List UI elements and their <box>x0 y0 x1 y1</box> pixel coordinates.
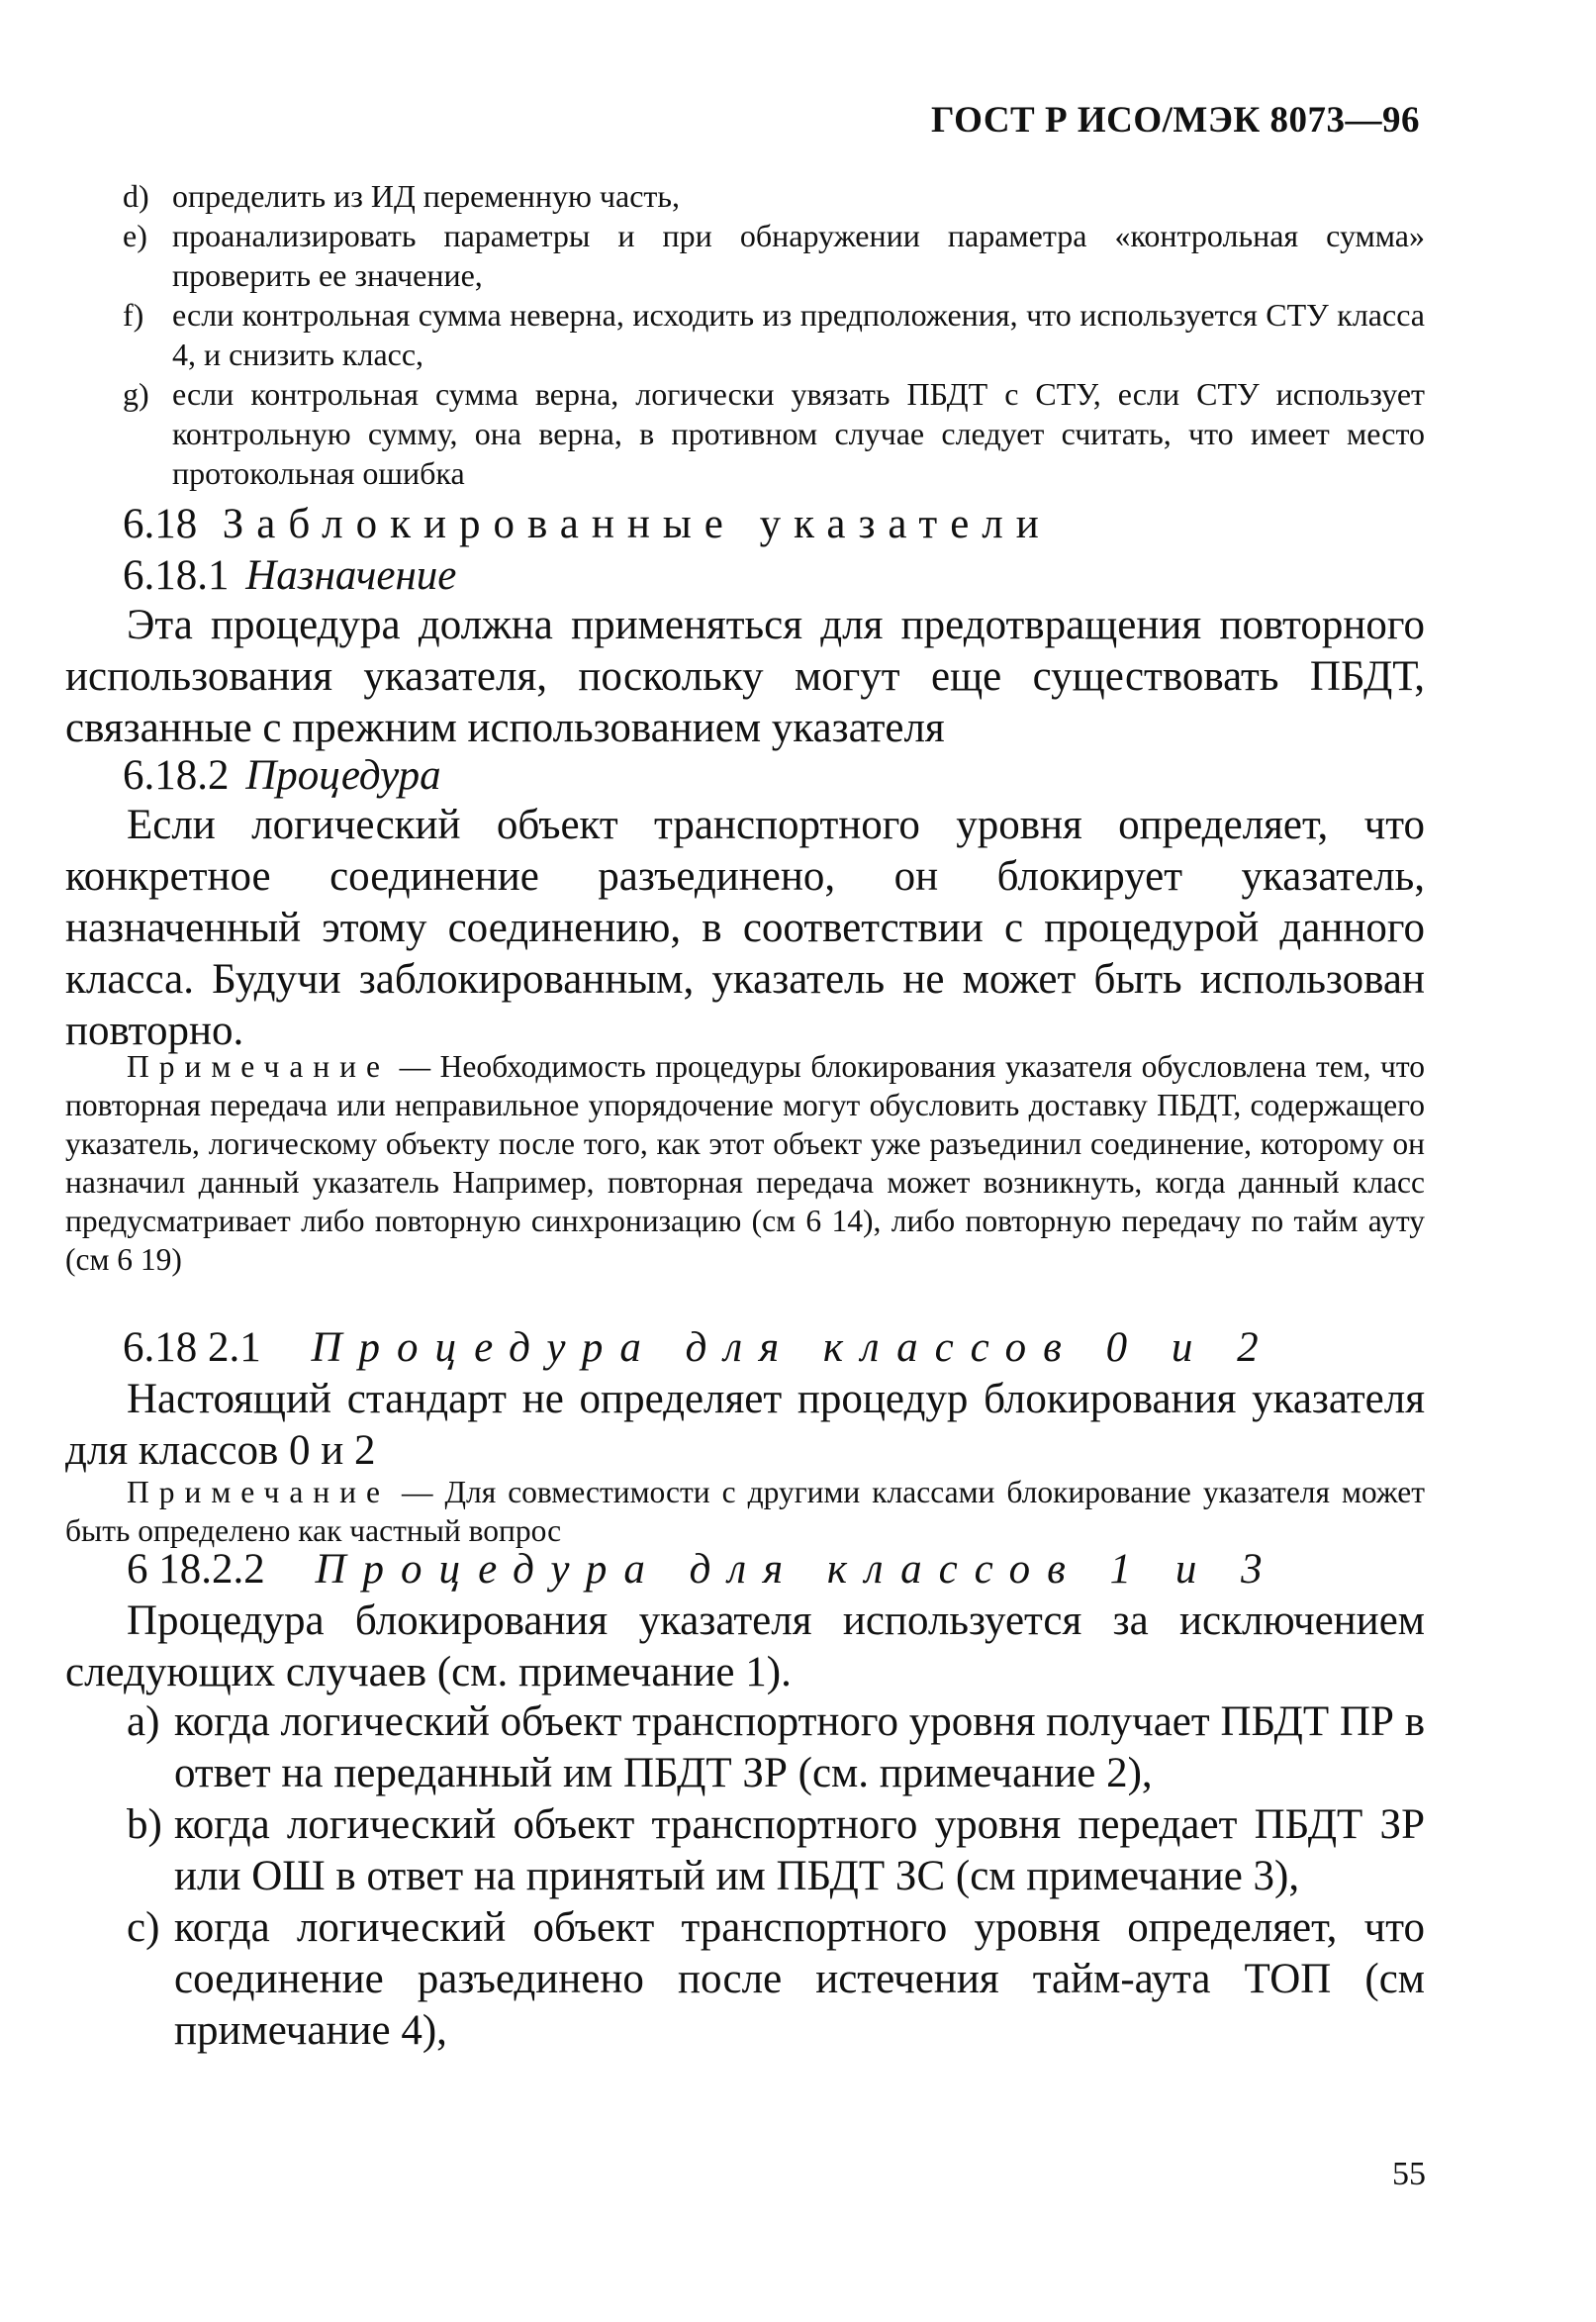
section-title: Процедура для классов 1 и 3 <box>315 1546 1279 1593</box>
list-item-text: когда логический объект транспортного уровня передает ПБДТ ЗР или ОШ в ответ на принятый им ПБДТ ЗС (см примечание 3), <box>174 1801 1425 1899</box>
note-6-18-2 <box>65 1047 1425 1279</box>
note-6-18-2-1 <box>65 1473 1425 1550</box>
list-item-text: определить из ИД переменную часть, <box>172 178 680 214</box>
section-heading-6-18 <box>123 499 1425 550</box>
section-title: Заблокированные указатели <box>222 501 1052 547</box>
section-title: Назначение <box>245 552 457 599</box>
list-item-text: если контрольная сумма неверна, исходить из предположения, что используется СТУ класса 4, и снизить класс, <box>172 297 1425 372</box>
list-item-label: c) <box>127 1904 160 1951</box>
top-list <box>123 176 1425 493</box>
list-item-label: d) <box>123 178 149 214</box>
section-number: 6.18.2 <box>123 752 230 799</box>
section-heading-6-18-2 <box>123 750 1425 802</box>
section-number: 6.18 <box>123 501 198 547</box>
note-text: — Необходимость процедуры блокирования указателя обусловлена тем, что повторная передача или неправильное упорядочение могут обусловить доставку ПБДТ, содержащего указатель, логическому объекту после того, как этот объект уже разъединил соединение, которому он назначил данный указатель Например, повторная передача может возникнуть, когда данный класс предусматривает либо повторную синхронизацию (см 6 14), либо повторную передачу по тайм ауту (см 6 19) <box>65 1049 1425 1277</box>
section-body-6-18-2-1: Настоящий стандарт не определяет процедур блокирования указателя для классов 0 и 2 <box>65 1376 1425 1474</box>
list-item-text: если контрольная сумма верна, логически увязать ПБДТ с СТУ, если СТУ использует контрольную сумму, она верна, в противном случае следует считать, что имеет место протокольная ошибка <box>172 376 1425 491</box>
section-body-6-18-2: Если логический объект транспортного уровня определяет, что конкретное соединение разъединено, он блокирует указатель, назначенный этому соединению, в соответствии с процедурой данного класса. Будучи заблокированным, указатель не может быть использован повторно. <box>65 802 1425 1054</box>
list-item-label: a) <box>127 1698 160 1745</box>
section-heading-6-18-1 <box>123 550 1425 602</box>
list-item <box>65 1799 1425 1902</box>
page-header: ГОСТ Р ИСО/МЭК 8073—96 <box>930 100 1420 141</box>
list-item <box>123 216 1425 295</box>
list-item-label: f) <box>123 297 144 333</box>
section-number: 6.18 2.1 <box>123 1324 261 1371</box>
note-label: Примечание <box>127 1049 391 1084</box>
section-number: 6.18.1 <box>123 552 230 599</box>
list-item-text: когда логический объект транспортного уровня определяет, что соединение разъединено после истечения тайм-аута ТОП (см примечание 4), <box>174 1904 1425 2054</box>
section-heading-6-18-2-2 <box>65 1544 1367 1596</box>
note-label: Примечание <box>127 1475 391 1509</box>
list-item-label: g) <box>123 376 149 412</box>
section-heading-6-18-2-1 <box>123 1322 1425 1374</box>
list-item-label: e) <box>123 218 147 253</box>
list-item <box>65 1902 1425 2057</box>
list-item-text: проанализировать параметры и при обнаружении параметра «контрольная сумма» проверить ее значение, <box>172 218 1425 293</box>
section-number: 6 18.2.2 <box>127 1546 265 1593</box>
exception-list <box>65 1696 1425 2057</box>
list-item <box>123 176 1425 216</box>
page-number: 55 <box>1392 2156 1426 2192</box>
section-body-6-18-2-2: Процедура блокирования указателя используется за исключением следующих случаев (см. примечание 1). <box>65 1597 1425 1695</box>
list-item <box>123 374 1425 493</box>
list-item-label: b) <box>127 1801 162 1848</box>
list-item-text: когда логический объект транспортного уровня получает ПБДТ ПР в ответ на переданный им ПБДТ ЗР (см. примечание 2), <box>174 1698 1425 1796</box>
section-title: Процедура <box>245 752 441 799</box>
section-body-6-18-1: Эта процедура должна применяться для предотвращения повторного использования указателя, поскольку могут еще существовать ПБДТ, связанные с прежним использованием указателя <box>65 602 1425 751</box>
note-text: — Для совместимости с другими классами блокирование указателя может быть определено как частный вопрос <box>65 1475 1425 1548</box>
list-item <box>65 1696 1425 1799</box>
list-item <box>123 295 1425 374</box>
section-title: Процедура для классов 0 и 2 <box>311 1324 1275 1371</box>
